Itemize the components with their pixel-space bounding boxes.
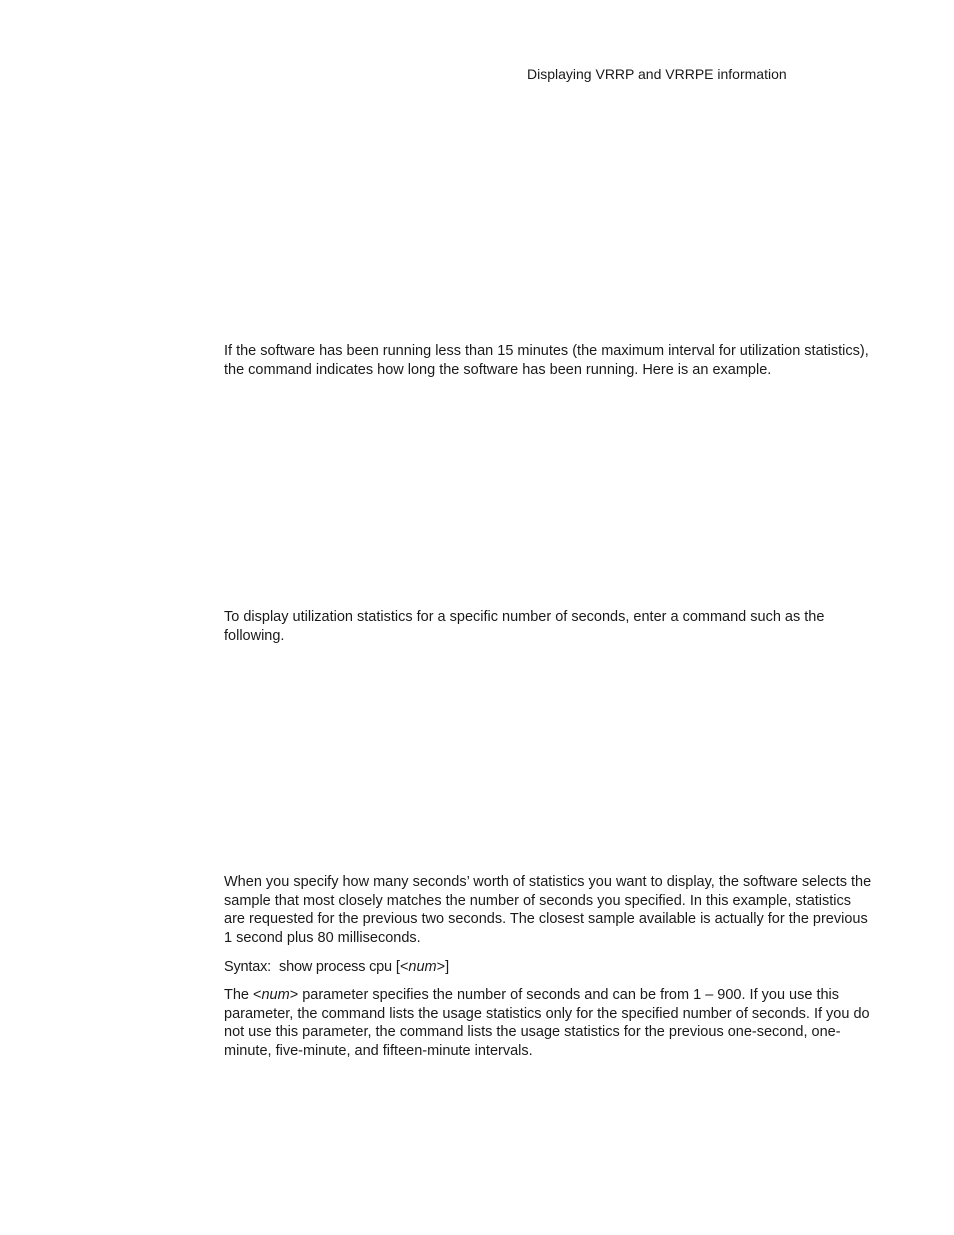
running-header: Displaying VRRP and VRRPE information (527, 66, 787, 82)
syntax-command: show process cpu (279, 959, 392, 975)
p4-rest: > parameter specifies the number of seconds and can be from 1 – 900. If you use this parameter, the command lists the usage statistics only for the specified number of seconds. If you do not use this parameter, the command lists the usage statistics for the previous one-second, one-minute, five-minute, and fifteen-minute intervals. (224, 987, 870, 1059)
syntax-open-bracket: [< (395, 959, 409, 975)
p4-prefix: The < (224, 987, 262, 1003)
paragraph-seconds-intro: To display utilization statistics for a specific number of seconds, enter a command such as the following. (224, 609, 825, 644)
syntax-param: num (408, 959, 437, 975)
syntax-line (224, 958, 874, 977)
syntax-close-bracket: >] (436, 959, 450, 975)
p4-param: num (261, 987, 290, 1003)
paragraph-sample-selection: When you specify how many seconds’ worth of statistics you want to display, the software selects the sample that most closely matches the number of seconds you specified. In this example, statistics are requested for the previous two seconds. The closest sample available is actually for the previous 1 second plus 80 milliseconds. (224, 874, 872, 946)
paragraph-uptime-note: If the software has been running less than 15 minutes (the maximum interval for utilization statistics), the command indicates how long the software has been running. Here is an example. (224, 343, 869, 378)
paragraph-num-parameter (224, 986, 874, 1060)
syntax-label: Syntax: (224, 959, 271, 975)
